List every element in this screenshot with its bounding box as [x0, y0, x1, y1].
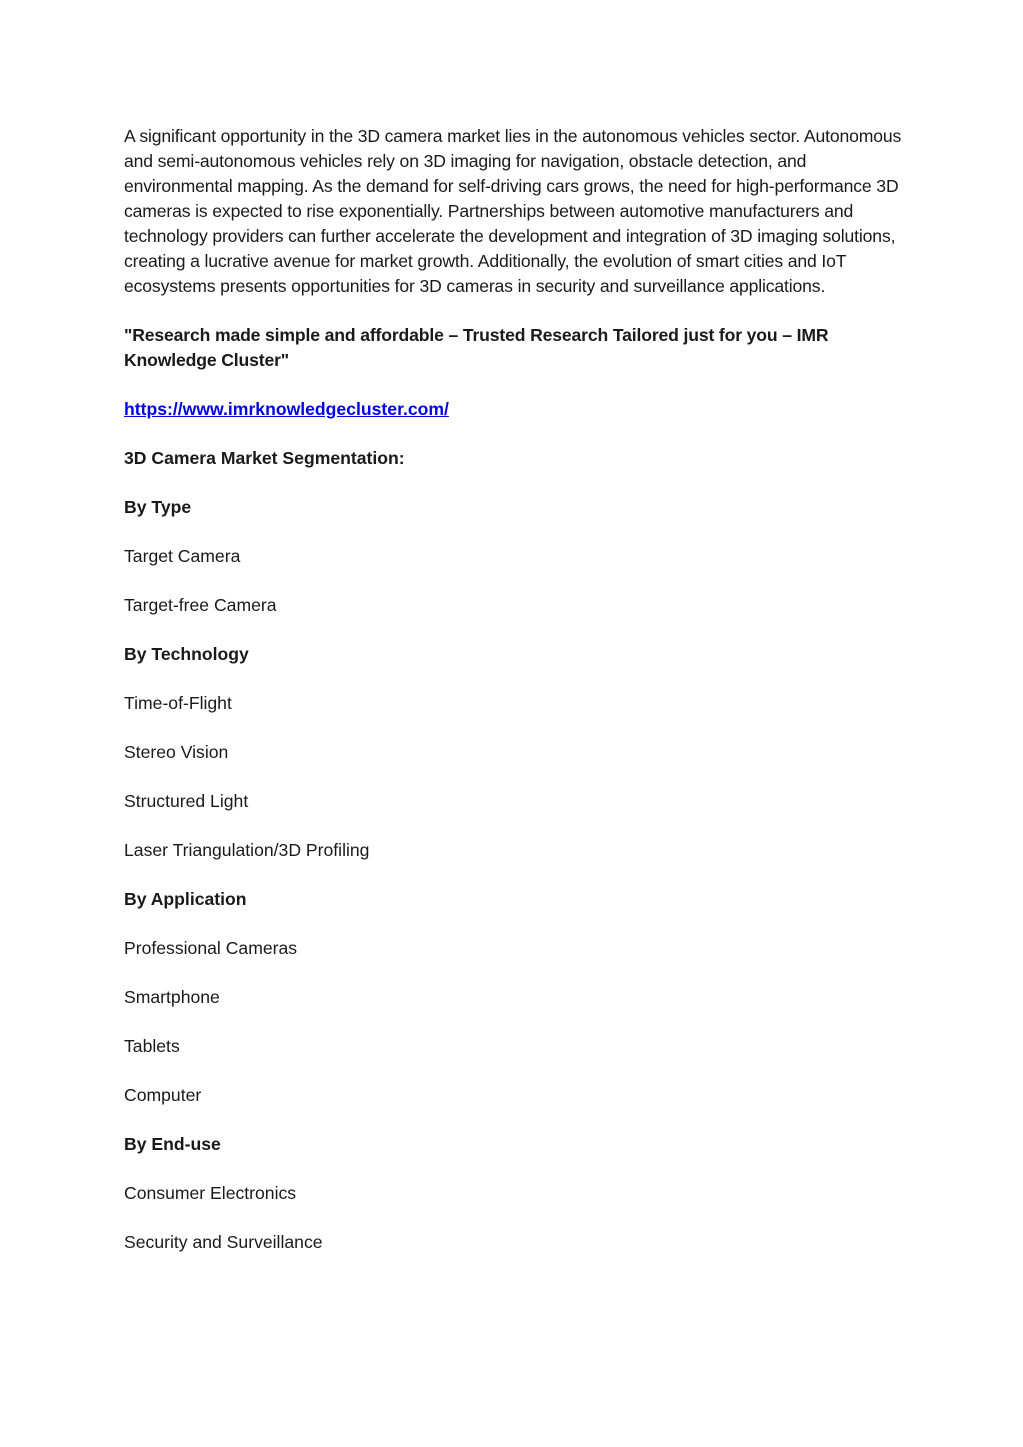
- segment-item: Target Camera: [124, 546, 241, 566]
- segment-group-application: [124, 887, 904, 1108]
- segment-item: Structured Light: [124, 791, 249, 811]
- segment-item: Professional Cameras: [124, 938, 298, 958]
- segment-group-end-use: [124, 1132, 904, 1255]
- segmentation-title: 3D Camera Market Segmentation:: [124, 448, 405, 468]
- segment-item: Laser Triangulation/3D Profiling: [124, 840, 370, 860]
- intro-paragraph: A significant opportunity in the 3D camera market lies in the autonomous vehicles sector. Autonomous and semi-autonomous vehicles rely on 3D imaging for navigation, obstacle detection, and environmental mapping. As the demand for self-driving cars grows, the need for high-performance 3D cameras is expected to rise exponentially. Partnerships between automotive manufacturers and technology providers can further accelerate the development and integration of 3D imaging solutions, creating a lucrative avenue for market growth. Additionally, the evolution of smart cities and IoT ecosystems presents opportunities for 3D cameras in security and surveillance applications.: [124, 126, 902, 296]
- segment-group-type: [124, 495, 904, 618]
- segment-item: Consumer Electronics: [124, 1183, 297, 1203]
- segment-heading: By Technology: [124, 644, 249, 664]
- segment-heading: By Type: [124, 497, 192, 517]
- segment-heading: By Application: [124, 889, 247, 909]
- website-link[interactable]: https://www.imrknowledgecluster.com/: [124, 399, 449, 419]
- segment-item: Tablets: [124, 1036, 180, 1056]
- segment-item: Smartphone: [124, 987, 220, 1007]
- segment-item: Target-free Camera: [124, 595, 277, 615]
- segment-item: Security and Surveillance: [124, 1232, 323, 1252]
- document-page: [124, 124, 904, 1255]
- website-link-line: [124, 397, 904, 422]
- segment-group-technology: [124, 642, 904, 863]
- segment-item: Time-of-Flight: [124, 693, 232, 713]
- segment-item: Stereo Vision: [124, 742, 229, 762]
- segment-heading: By End-use: [124, 1134, 221, 1154]
- segment-item: Computer: [124, 1085, 202, 1105]
- tagline-quote: "Research made simple and affordable – Trusted Research Tailored just for you – IMR Knowledge Cluster": [124, 325, 829, 370]
